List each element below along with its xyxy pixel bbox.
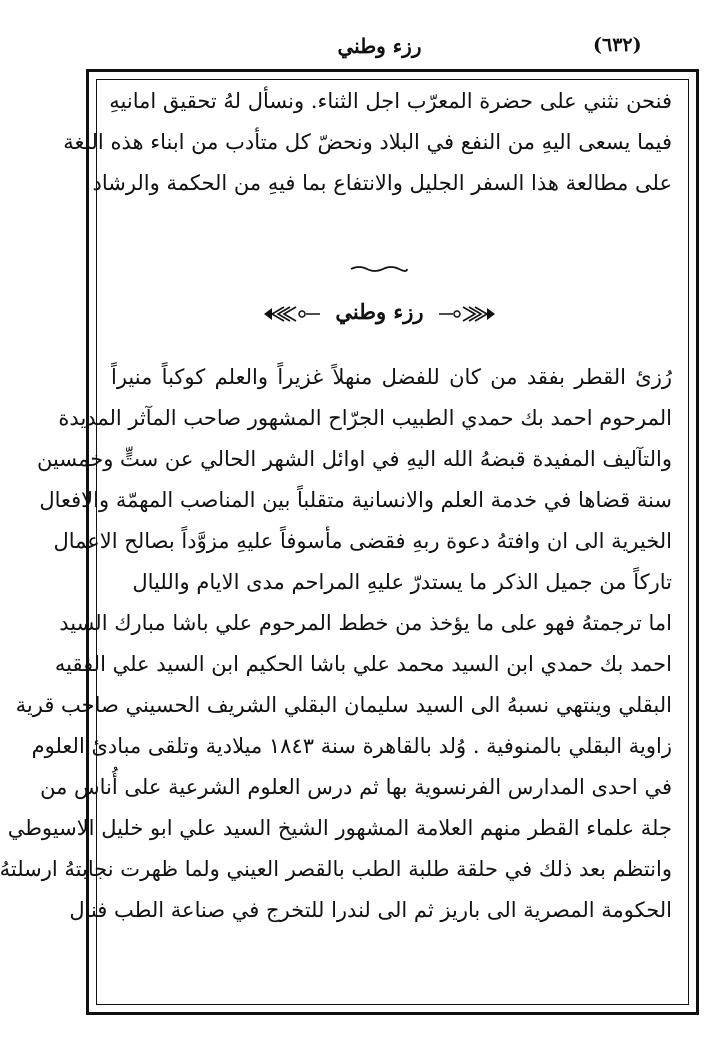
body-line-1: رُزئ القطر بفقد من كان للفضل منهلاً غزيراً والعلم كوكباً منيراً	[111, 365, 672, 389]
page-number: (٦٣٢)	[593, 34, 642, 56]
body-line-2: المرحوم احمد بك حمدي الطبيب الجرّاح المشهور صاحب المآثر المديدة	[58, 406, 672, 430]
body-line-11: في احدى المدارس الفرنسوية بها ثم درس العلوم الشرعية على أُناس من	[40, 775, 672, 799]
intro-line-3: على مطالعة هذا السفر الجليل والانتفاع بما فيهِ من الحكمة والرشاد	[92, 171, 672, 195]
body-line-13: وانتظم بعد ذلك في حلقة طلبة الطب بالقصر العيني ولما ظهرت نجابتهُ ارسلتهُ	[0, 857, 672, 881]
running-header	[33, 34, 726, 68]
intro-line-1: فنحن نثني على حضرة المعرّب اجل الثناء. ونسأل لهُ تحقيق امانيهِ	[109, 89, 672, 113]
body-line-3: والتآليف المفيدة قبضهُ الله اليهِ في اوائل الشهر الحالي عن ستٍّ وخمسين	[37, 447, 672, 471]
intro-line-2: فيما يسعى اليهِ من النفع في البلاد ونحضّ كل متأدب من ابناء هذه اللغة	[63, 130, 672, 154]
body-line-10: زاوية البقلي بالمنوفية . وُلد بالقاهرة سنة ١٨٤٣ ميلادية وتلقى مبادئ العلوم	[31, 734, 672, 758]
body-line-4: سنة قضاها في خدمة العلم والانسانية متقلباً بين المناصب المهمّة والافعال	[39, 488, 672, 512]
body-line-6: تاركاً من جميل الذكر ما يستدرّ عليهِ المراحم مدى الايام والليال	[132, 570, 672, 594]
body-line-12: جلة علماء القطر منهم العلامة المشهور الشيخ السيد علي ابو خليل الاسيوطي	[7, 816, 672, 840]
heading-ornament-right-icon	[439, 304, 499, 324]
body-line-14: الحكومة المصرية الى باريز ثم الى لندرا للتخرج في صناعة الطب فنال	[69, 898, 672, 922]
section-divider-ornament	[349, 259, 409, 269]
body-line-7: اما ترجمتهُ فهو على ما يؤخذ من خطط المرحوم علي باشا مبارك السيد	[59, 611, 672, 635]
section-heading	[33, 294, 726, 330]
section-title: رزء وطني	[335, 299, 424, 324]
body-line-5: الخيرية الى ان وافتهُ دعوة ربهِ فقضى مأسوفاً عليهِ مزوَّداً بصالح الاعمال	[53, 529, 672, 553]
body-line-9: البقلي وينتهي نسبهُ الى السيد سليمان البقلي الشريف الحسيني صاحب قرية	[15, 693, 672, 717]
running-title: رزء وطني	[337, 34, 422, 58]
body-line-8: احمد بك حمدي ابن السيد محمد علي باشا الحكيم ابن السيد علي الفقيه	[54, 652, 672, 676]
heading-ornament-left-icon	[260, 304, 320, 324]
